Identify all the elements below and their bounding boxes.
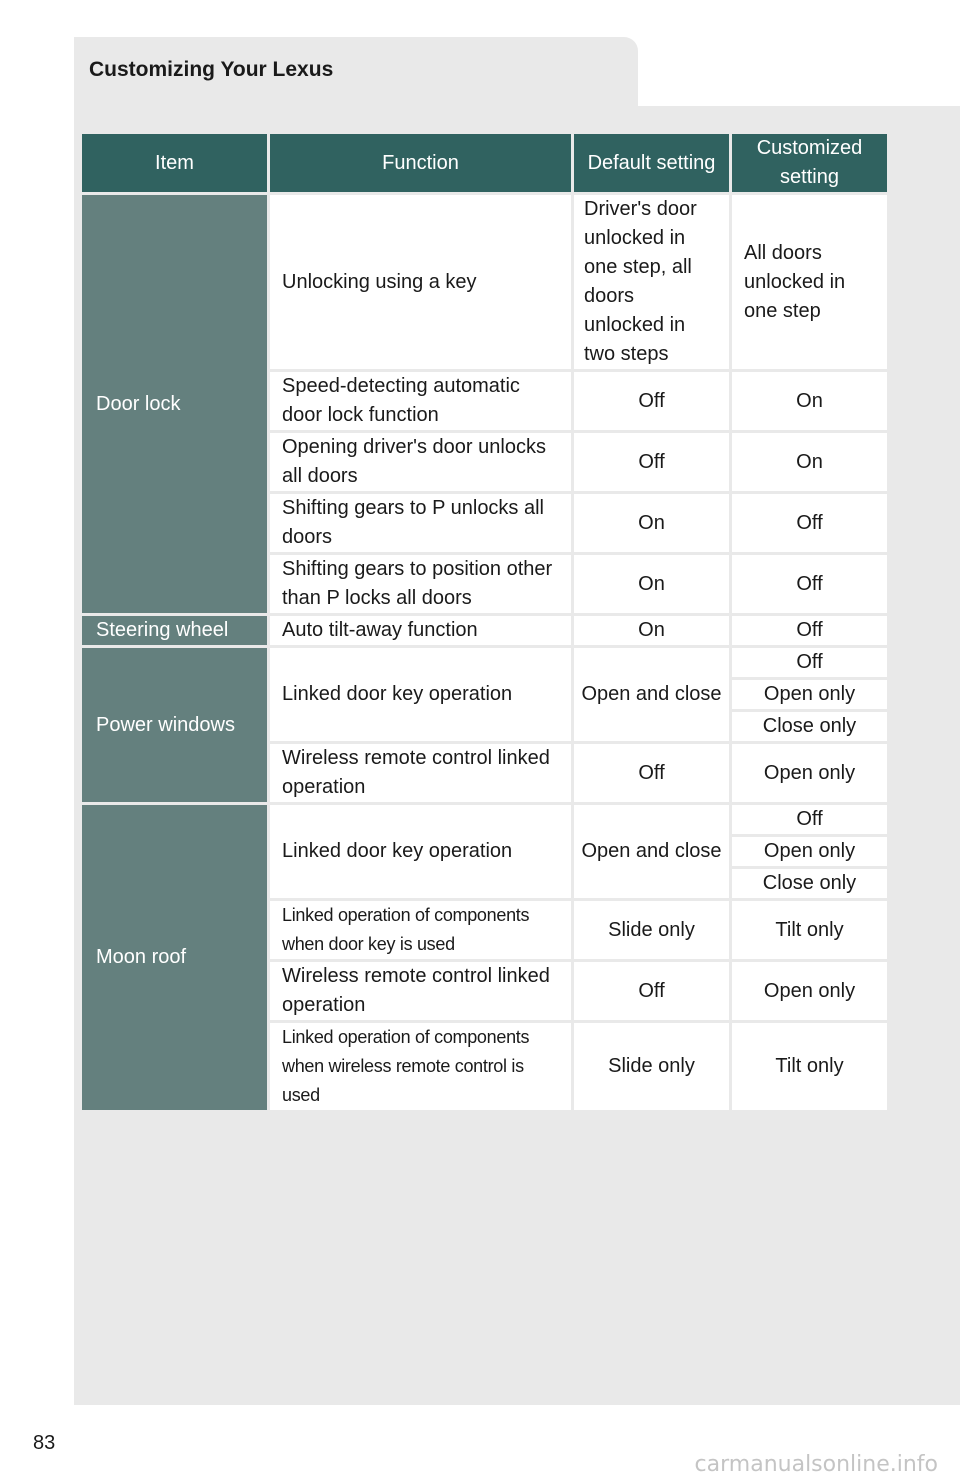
table-row [82, 616, 887, 645]
default-cell: Off [574, 744, 729, 802]
function-cell: Auto tilt-away function [270, 616, 571, 645]
default-cell: Slide only [574, 1023, 729, 1110]
custom-option-cell: Off [732, 648, 887, 677]
column-header-item: Item [82, 134, 267, 192]
column-header-function: Function [270, 134, 571, 192]
custom-cell: On [732, 433, 887, 491]
customization-table [79, 131, 890, 1113]
table-row [82, 805, 887, 834]
default-cell: Off [574, 372, 729, 430]
page-number: 83 [33, 1432, 56, 1454]
table-row [82, 195, 887, 369]
custom-option-cell: Open only [732, 837, 887, 866]
custom-option-cell: Off [732, 805, 887, 834]
function-cell: Wireless remote control linked operation [270, 744, 571, 802]
custom-cell: Open only [732, 744, 887, 802]
function-cell: Opening driver's door unlocks all doors [270, 433, 571, 491]
item-power-windows: Power windows [82, 648, 267, 802]
custom-cell: Tilt only [732, 901, 887, 959]
column-header-default: Default setting [574, 134, 729, 192]
default-cell: On [574, 616, 729, 645]
column-header-customized: Customized setting [732, 134, 887, 192]
item-door-lock: Door lock [82, 195, 267, 613]
default-cell: Driver's door unlocked in one step, all doors unlocked in two steps [574, 195, 729, 369]
default-cell: On [574, 555, 729, 613]
default-cell: Off [574, 433, 729, 491]
default-cell: Off [574, 962, 729, 1020]
custom-cell: Off [732, 616, 887, 645]
custom-option-cell: Open only [732, 680, 887, 709]
custom-cell: Tilt only [732, 1023, 887, 1110]
custom-cell: Off [732, 494, 887, 552]
function-cell: Unlocking using a key [270, 195, 571, 369]
custom-cell: Open only [732, 962, 887, 1020]
item-moon-roof: Moon roof [82, 805, 267, 1110]
default-cell: Slide only [574, 901, 729, 959]
default-cell: Open and close [574, 805, 729, 898]
page-title: Customizing Your Lexus [89, 58, 334, 81]
table-row [82, 648, 887, 677]
default-cell: Open and close [574, 648, 729, 741]
custom-option-cell: Close only [732, 869, 887, 898]
default-cell: On [574, 494, 729, 552]
function-cell: Linked door key operation [270, 805, 571, 898]
watermark: carmanualsonline.info [694, 1452, 938, 1477]
function-cell: Linked door key operation [270, 648, 571, 741]
function-cell: Wireless remote control linked operation [270, 962, 571, 1020]
function-cell: Shifting gears to P unlocks all doors [270, 494, 571, 552]
function-cell: Shifting gears to position other than P locks all doors [270, 555, 571, 613]
custom-option-cell: Close only [732, 712, 887, 741]
custom-cell: On [732, 372, 887, 430]
item-steering-wheel: Steering wheel [82, 616, 267, 645]
table-header-row [82, 134, 887, 192]
function-cell: Speed-detecting automatic door lock function [270, 372, 571, 430]
function-cell: Linked operation of components when door key is used [270, 901, 571, 959]
custom-cell: All doors unlocked in one step [732, 195, 887, 369]
custom-cell: Off [732, 555, 887, 613]
function-cell: Linked operation of components when wireless remote control is used [270, 1023, 571, 1110]
